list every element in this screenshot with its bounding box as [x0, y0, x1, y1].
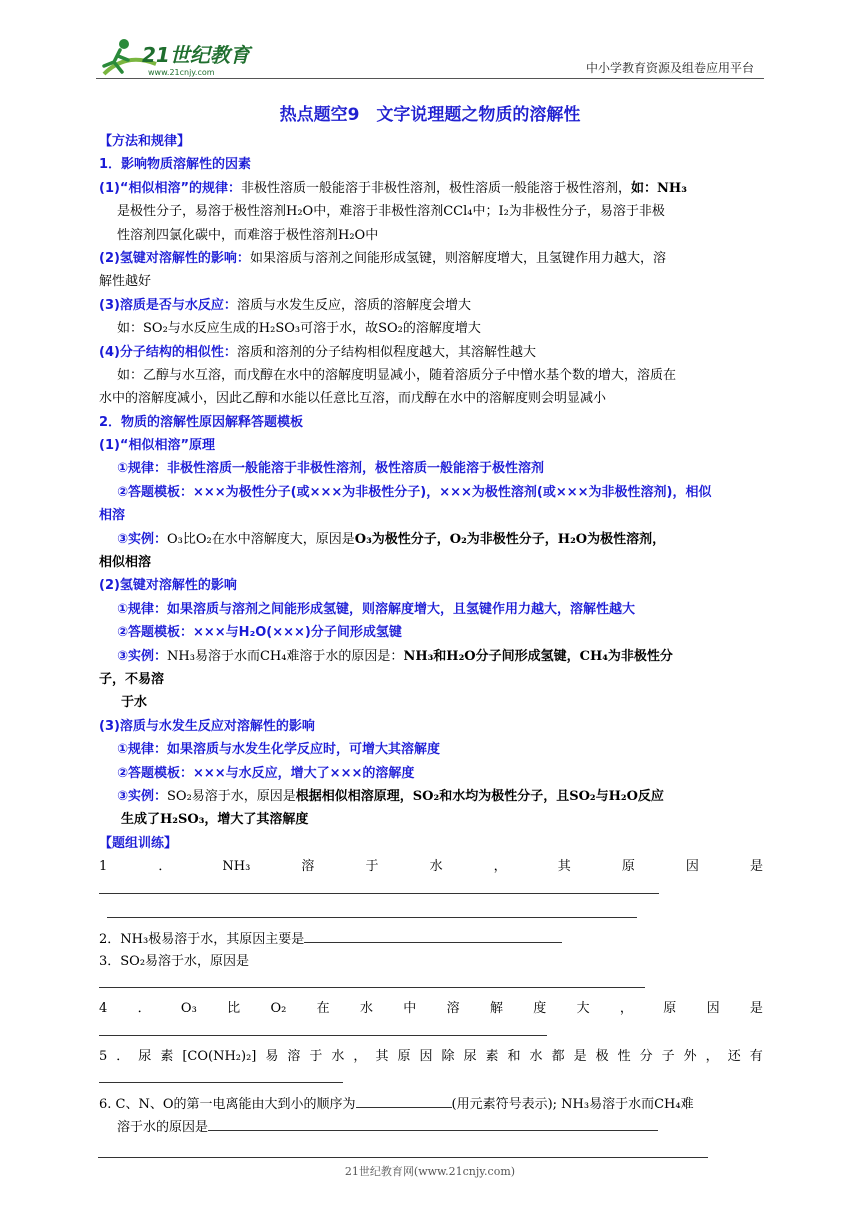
- method-heading: 【方法和规律】: [99, 134, 191, 149]
- q1-token: 水: [429, 859, 443, 875]
- question-3: 3．SO₂易溶于水，原因是: [99, 953, 250, 969]
- q1-token: 原: [621, 859, 635, 875]
- template-1-heading: (1)“相似相溶”原理: [99, 438, 216, 454]
- practice-heading: 【题组训练】: [99, 835, 178, 851]
- point-1-line-3: 性溶剂四氯化碳中，而难溶于极性溶剂H₂O中: [117, 227, 379, 243]
- question-6: 6. C、N、O的第一电离能由大到小的顺序为 (用元素符号表示); NH₃易溶于水而CH₄难: [99, 1092, 763, 1115]
- answer-blank-q6-order[interactable]: [356, 1092, 452, 1108]
- answer-blank-q6-reason[interactable]: [208, 1115, 658, 1131]
- question-4: [99, 997, 763, 1020]
- template-1-example-cont: 相似相溶: [99, 555, 152, 571]
- logo-runner-icon: [96, 34, 286, 82]
- template-1-answer-cont: 相溶: [99, 508, 126, 524]
- q1-token: 是: [749, 859, 763, 875]
- point-3: (3)溶质是否与水反应：溶质与水发生反应，溶质的溶解度会增大: [99, 297, 471, 313]
- point-4: (4)分子结构的相似性：溶质和溶剂的分子结构相似程度越大，其溶解性越大: [99, 344, 536, 360]
- point-2-line-2: 解性越好: [99, 274, 152, 290]
- answer-blank-q4[interactable]: [99, 1021, 547, 1036]
- template-1-answer: ②答题模板：×××为极性分子(或×××为非极性分子)，×××为极性溶剂(或×××为非极性溶剂)，相似: [117, 484, 712, 500]
- q5-token: 外: [683, 1048, 697, 1064]
- template-3-rule: ①规律：如果溶质与水发生化学反应时，可增大其溶解度: [117, 742, 441, 758]
- header-divider: [96, 78, 764, 79]
- q5-token: 其: [375, 1048, 389, 1064]
- question-1: [99, 855, 763, 878]
- answer-blank-q1[interactable]: [99, 879, 659, 894]
- q1-token: 1: [99, 859, 108, 875]
- q5-token: ，: [353, 1048, 367, 1064]
- template-3-example: ③实例：SO₂易溶于水，原因是根据相似相溶原理，SO₂和水均为极性分子，且SO₂与H₂O反应: [117, 788, 664, 804]
- template-1-example: ③实例：O₃比O₂在水中溶解度大，原因是O₃为极性分子，O₂为非极性分子，H₂O为极性溶剂，: [117, 531, 666, 547]
- q4-token: 是: [749, 1001, 763, 1017]
- q4-token: 4: [99, 1001, 108, 1017]
- site-logo: [96, 34, 286, 82]
- q4-token: 解: [489, 1001, 503, 1017]
- template-2-example-cont: 子，不易溶: [99, 671, 165, 687]
- q4-token: 在: [316, 1001, 330, 1017]
- q5-token: 性: [617, 1048, 631, 1064]
- q4-token: 原: [663, 1001, 677, 1017]
- svg-text:www.21cnjy.com: www.21cnjy.com: [148, 68, 215, 77]
- q5-token: 还: [727, 1048, 741, 1064]
- page-title: 热点题空9 文字说理题之物质的溶解性: [279, 105, 581, 125]
- q4-token: O₃: [180, 1001, 197, 1017]
- q5-token: 易: [265, 1048, 279, 1064]
- footer-text: 21世纪教育网(www.21cnjy.com): [344, 1165, 516, 1178]
- header-platform-text: 中小学教育资源及组卷应用平台: [585, 61, 754, 75]
- q5-token: 原: [397, 1048, 411, 1064]
- q4-token: 水: [359, 1001, 373, 1017]
- answer-blank-q2[interactable]: [304, 927, 562, 943]
- template-2-answer: ②答题模板：×××与H₂O(×××)分子间形成氢键: [117, 625, 402, 641]
- q5-token: 尿: [463, 1048, 477, 1064]
- template-2-rule: ①规律：如果溶质与溶剂之间能形成氢键，则溶解度增大，且氢键作用力越大，溶解性越大: [117, 601, 636, 617]
- template-3-heading: (3)溶质与水发生反应对溶解性的影响: [99, 718, 315, 734]
- q5-token: ．: [116, 1048, 130, 1064]
- q4-token: 大: [576, 1001, 590, 1017]
- q1-token: ．: [158, 859, 172, 875]
- q1-token: NH₃: [222, 859, 251, 875]
- q4-token: ．: [137, 1001, 151, 1017]
- question-5: [99, 1045, 763, 1068]
- q4-token: ，: [619, 1001, 633, 1017]
- q5-token: 是: [573, 1048, 587, 1064]
- q4-token: 溶: [446, 1001, 460, 1017]
- q5-token: 都: [551, 1048, 565, 1064]
- q5-token: 除: [441, 1048, 455, 1064]
- q5-token: 5: [99, 1048, 108, 1064]
- q1-token: ，: [493, 859, 507, 875]
- q5-token: 极: [595, 1048, 609, 1064]
- q5-token: 分: [639, 1048, 653, 1064]
- q5-token: 因: [419, 1048, 433, 1064]
- svg-text:21世纪教育: 21世纪教育: [142, 43, 250, 67]
- q5-token: 溶: [287, 1048, 301, 1064]
- point-2: (2)氢键对溶解性的影响：如果溶质与溶剂之间能形成氢键，则溶解度增大，且氢键作用力越大，溶: [99, 250, 666, 266]
- q4-token: 因: [706, 1001, 720, 1017]
- answer-blank-q5[interactable]: [99, 1068, 343, 1083]
- template-3-example-cont: 生成了H₂SO₃，增大了其溶解度: [121, 812, 309, 828]
- section-1-heading: 1．影响物质溶解性的因素: [99, 157, 252, 173]
- template-2-example: ③实例：NH₃易溶于水而CH₄难溶于水的原因是：NH₃和H₂O分子间形成氢键，CH₄为非极性分: [117, 648, 673, 664]
- question-6-line-2: 溶于水的原因是: [99, 1115, 763, 1138]
- template-2-heading: (2)氢键对溶解性的影响: [99, 578, 237, 594]
- q5-token: 于: [309, 1048, 323, 1064]
- q1-token: 因: [685, 859, 699, 875]
- template-2-example-cont-2: 于水: [121, 695, 148, 711]
- section-2-heading: 2．物质的溶解性原因解释答题模板: [99, 414, 304, 430]
- point-4-example-line-1: 如：乙醇与水互溶，而戊醇在水中的溶解度明显减小，随着溶质分子中憎水基个数的增大，溶质在: [117, 367, 677, 383]
- q5-token: 素: [485, 1048, 499, 1064]
- point-1: (1)“相似相溶”的规律：非极性溶质一般能溶于非极性溶剂，极性溶质一般能溶于极性溶剂，如：NH₃: [99, 180, 687, 196]
- q5-token: ，: [705, 1048, 719, 1064]
- q1-token: 于: [365, 859, 379, 875]
- q5-token: 尿: [138, 1048, 152, 1064]
- q4-token: 中: [403, 1001, 417, 1017]
- q1-token: 溶: [301, 859, 315, 875]
- q4-token: 比: [227, 1001, 241, 1017]
- answer-blank-q3[interactable]: [99, 973, 645, 988]
- point-4-example-line-2: 水中的溶解度减小，因此乙醇和水能以任意比互溶，而戊醇在水中的溶解度则会明显减小: [99, 391, 607, 407]
- q1-token: 其: [557, 859, 571, 875]
- q5-token: 水: [529, 1048, 543, 1064]
- q5-token: 有: [749, 1048, 763, 1064]
- point-1-line-2: 是极性分子，易溶于极性溶剂H₂O中，难溶于非极性溶剂CCl₄中；I₂为非极性分子，易溶于非极: [117, 204, 665, 220]
- question-2: 2．NH₃极易溶于水，其原因主要是: [99, 927, 763, 950]
- point-3-example: 如：SO₂与水反应生成的H₂SO₃可溶于水，故SO₂的溶解度增大: [117, 321, 481, 337]
- q5-token: [CO(NH₂)₂]: [182, 1048, 257, 1064]
- q5-token: 水: [331, 1048, 345, 1064]
- template-1-rule: ①规律：非极性溶质一般能溶于非极性溶剂，极性溶质一般能溶于极性溶剂: [117, 461, 545, 477]
- q5-token: 和: [507, 1048, 521, 1064]
- template-3-answer: ②答题模板：×××与水反应，增大了×××的溶解度: [117, 765, 415, 781]
- answer-blank-q1-2[interactable]: [107, 903, 637, 918]
- q5-token: 子: [661, 1048, 675, 1064]
- q5-token: 素: [160, 1048, 174, 1064]
- q4-token: O₂: [270, 1001, 287, 1017]
- document-body: [99, 130, 763, 1139]
- footer-divider: [98, 1157, 708, 1158]
- q4-token: 度: [533, 1001, 547, 1017]
